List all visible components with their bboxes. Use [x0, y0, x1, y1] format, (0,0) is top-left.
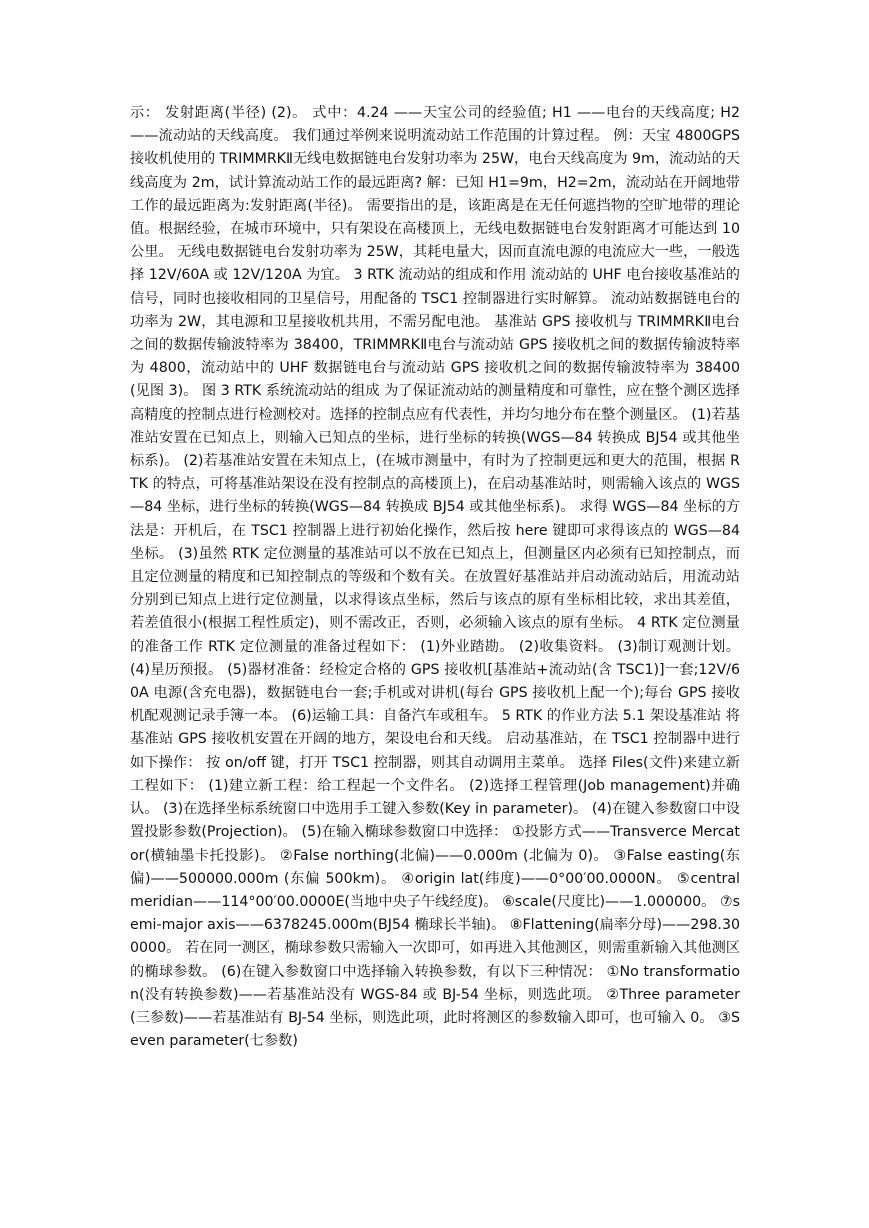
document-body-text: 示： 发射距离(半径) (2)。 式中：4.24 ——天宝公司的经验值; H1 ——电台的天线高度; H2 ——流动站的天线高度。 我们通过举例来说明流动站工作范围的计算过程。 例：天宝 4800GPS 接收机使用的 TRIMMRKⅡ无线电数据链电台发射功率为 25W，电台天线高度为 9m，流动站的天线高度为 2m，试计算流动站工作的最远距离? 解：已知 H1=9m，H2=2m，流动站在开阔地带工作的最远距离为:发射距离(半径)。 需要指出的是，该距离是在无任何遮挡物的空旷地带的理论值。根据经验，在城市环境中，只有架设在高楼顶上，无线电数据链电台发射距离才可能达到 10 公里。 无线电数据链电台发射功率为 25W，其耗电量大，因而直流电源的电流应大一些，一般选择 12V/60A 或 12V/120A 为宜。 3 RTK 流动站的组成和作用 流动站的 UHF 电台接收基准站的信号，同时也接收相同的卫星信号，用配备的 TSC1 控制器进行实时解算。 流动站数据链电台的功率为 2W，其电源和卫星接收机共用，不需另配电池。 基准站 GPS 接收机与 TRIMMRKⅡ电台之间的数据传输波特率为 38400，TRIMMRKⅡ电台与流动站 GPS 接收机之间的数据传输波特率为 4800，流动站中的 UHF 数据链电台与流动站 GPS 接收机之间的数据传输波特率为 38400(见图 3)。 图 3 RTK 系统流动站的组成 为了保证流动站的测量精度和可靠性，应在整个测区选择高精度的控制点进行检测校对。选择的控制点应有代表性，并均匀地分布在整个测量区。 (1)若基准站安置在已知点上，则输入已知点的坐标，进行坐标的转换(WGS—84 转换成 BJ54 或其他坐标系)。 (2)若基准站安置在未知点上，(在城市测量中，有时为了控制更远和更大的范围，根据 RTK 的特点，可将基准站架设在没有控制点的高楼顶上)，在启动基准站时，则需输入该点的 WGS—84 坐标，进行坐标的转换(WGS—84 转换成 BJ54 或其他坐标系)。 求得 WGS—84 坐标的方法是：开机后，在 TSC1 控制器上进行初始化操作，然后按 here 键即可求得该点的 WGS—84 坐标。 (3)虽然 RTK 定位测量的基准站可以不放在已知点上，但测量区内必须有已知控制点，而且定位测量的精度和已知控制点的等级和个数有关。在放置好基准站并启动流动站后，用流动站分别到已知点上进行定位测量，以求得该点坐标，然后与该点的原有坐标相比较，求出其差值，若差值很小(根据工程性质定)，则不需改正，否则，必须输入该点的原有坐标。 4 RTK 定位测量的准备工作 RTK 定位测量的准备过程如下： (1)外业踏勘。 (2)收集资料。 (3)制订观测计划。 (4)星历预报。 (5)器材准备：经检定合格的 GPS 接收机[基准站+流动站(含 TSC1)]一套;12V/60A 电源(含充电器)，数据链电台一套;手机或对讲机(每台 GPS 接收机上配一个);每台 GPS 接收机配观测记录手簿一本。 (6)运输工具：自备汽车或租车。 5 RTK 的作业方法 5.1 架设基准站 将基准站 GPS 接收机安置在开阔的地方，架设电台和天线。 启动基准站，在 TSC1 控制器中进行如下操作： 按 on/off 键，打开 TSC1 控制器，则其自动调用主菜单。 选择 Files(文件)来建立新工程如下： (1)建立新工程：给工程起一个文件名。 (2)选择工程管理(Job management)并确认。 (3)在选择坐标系统窗口中选用手工键入参数(Key in parameter)。 (4)在键入参数窗口中设置投影参数(Projection)。 (5)在输入椭球参数窗口中选择： ①投影方式——Transverce Mercator(横轴墨卡托投影)。 ②False northing(北偏)——0.000m (北偏为 0)。 ③False easting(东偏)——500000.000m (东偏 500km)。 ④origin lat(纬度)——0°00′00.0000N。 ⑤central meridian——114°00′00.0000E(当地中央子午线经度)。 ⑥scale(尺度比)——1.000000。 ⑦semi-major axis——6378245.000m(BJ54 椭球长半轴)。 ⑧Flattening(扁率分母)——298.300000。 若在同一测区，椭球参数只需输入一次即可，如再进入其他测区，则需重新输入其他测区的椭球参数。 (6)在键入参数窗口中选择输入转换参数，有以下三种情况： ①No transformation(没有转换参数)——若基准站没有 WGS-84 或 BJ-54 坐标，则选此项。 ②Three parameter(三参数)——若基准站有 BJ-54 坐标，则选此项，此时将测区的参数输入即可，也可输入 0。 ③Seven parameter(七参数): [130, 105, 740, 1050]
